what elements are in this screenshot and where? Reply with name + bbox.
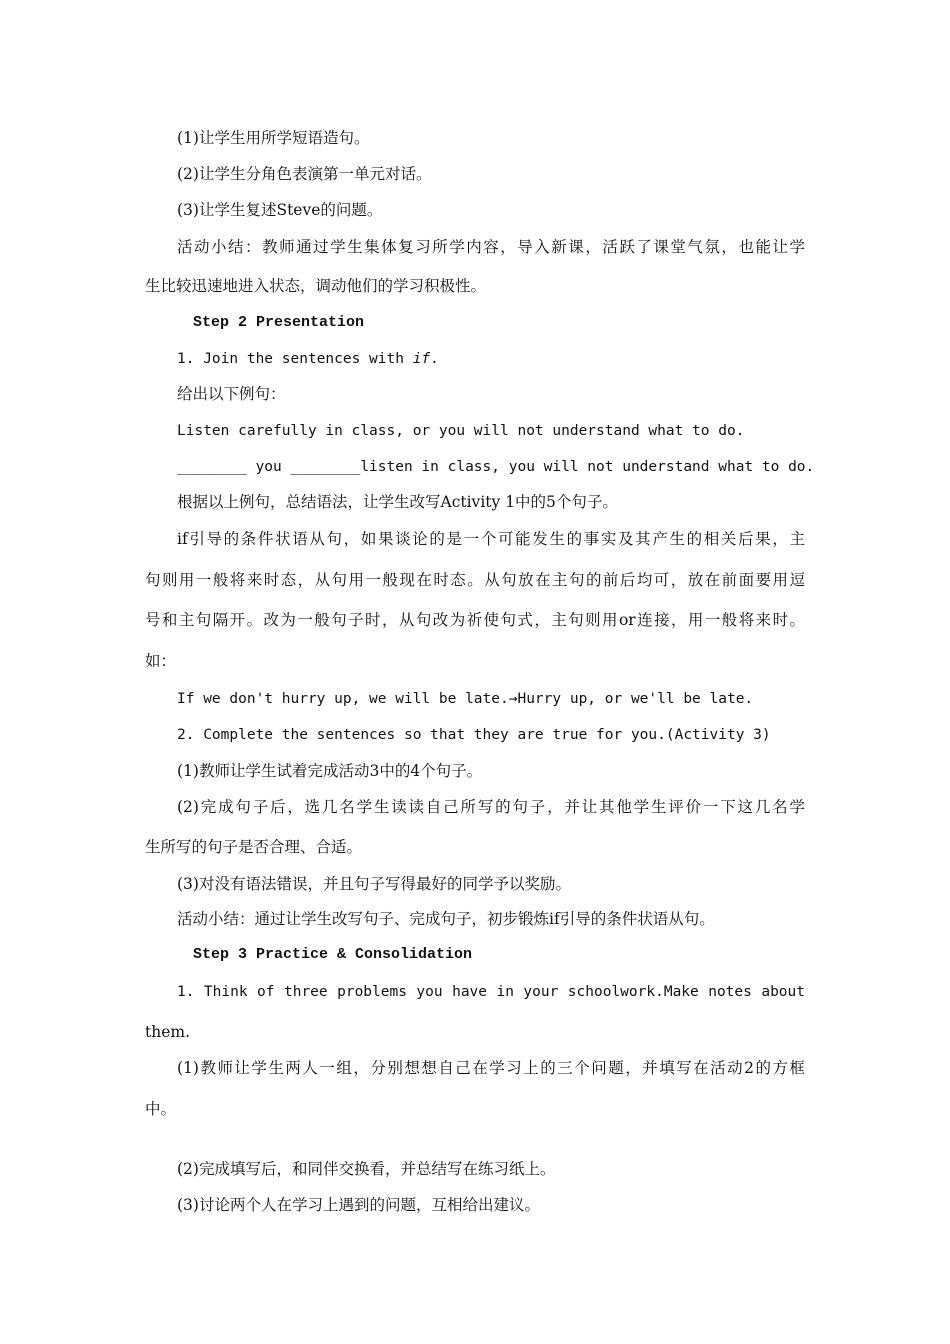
step3-task-1-line-2: them. <box>145 1023 191 1041</box>
step3-heading: Step 3 Practice & Consolidation <box>193 946 473 963</box>
fill-in-sentence: ________ you ________listen in class, you will not understand what to do. <box>177 459 815 475</box>
step1-item-1: (1)让学生用所学短语造句。 <box>177 129 370 147</box>
step2-heading: Step 2 Presentation <box>193 314 365 331</box>
step2-item-1: (1)教师让学生试着完成活动3中的4个句子。 <box>177 762 483 780</box>
grammar-instruction: 根据以上例句，总结语法，让学生改写Activity 1中的5个句子。 <box>177 493 618 511</box>
conversion-example: If we don't hurry up, we will be late.→Hurry up, or we'll be late. <box>177 691 754 707</box>
step3-item-1-line-2: 中。 <box>145 1100 177 1118</box>
grammar-note-line-2: 句则用一般将来时态，从句用一般现在时态。从句放在主句的前后均可，放在前面要用逗 <box>145 571 805 589</box>
step3-task-1-line-1: 1. Think of three problems you have in your schoolwork.Make notes about <box>177 984 805 1000</box>
step2-item-2-line-2: 生所写的句子是否合理、合适。 <box>145 838 363 856</box>
step3-item-3: (3)讨论两个人在学习上遇到的问题，互相给出建议。 <box>177 1196 540 1214</box>
step1-item-3: (3)让学生复述Steve的问题。 <box>177 201 383 219</box>
grammar-note-line-1: if引导的条件状语从句，如果谈论的是一个可能发生的事实及其产生的相关后果，主 <box>177 530 805 548</box>
activity-summary-1-line-1: 活动小结：教师通过学生集体复习所学内容，导入新课，活跃了课堂气氛，也能让学 <box>177 238 805 256</box>
step3-item-2: (2)完成填写后，和同伴交换看，并总结写在练习纸上。 <box>177 1160 556 1178</box>
step3-item-1-line-1: (1)教师让学生两人一组，分别想想自己在学习上的三个问题，并填写在活动2的方框 <box>177 1059 805 1077</box>
step2-item-2-line-1: (2)完成句子后，选几名学生读读自己所写的句子，并让其他学生评价一下这几名学 <box>177 798 805 816</box>
example-intro: 给出以下例句： <box>177 385 286 403</box>
grammar-note-line-3: 号和主句隔开。改为一般句子时，从句改为祈使句式，主句则用or连接，用一般将来时。 <box>145 611 805 629</box>
activity-summary-1-line-2: 生比较迅速地进入状态，调动他们的学习积极性。 <box>145 277 487 295</box>
step1-item-2: (2)让学生分角色表演第一单元对话。 <box>177 165 432 183</box>
step2-task-2: 2. Complete the sentences so that they are true for you.(Activity 3) <box>177 727 771 743</box>
example-sentence: Listen carefully in class, or you will not understand what to do. <box>177 423 745 439</box>
step2-task-1: 1. Join the sentences with if. <box>177 351 439 367</box>
if-keyword: if <box>412 351 431 367</box>
grammar-note-line-4: 如： <box>145 652 177 670</box>
step2-item-3: (3)对没有语法错误，并且句子写得最好的同学予以奖励。 <box>177 875 571 893</box>
activity-summary-2: 活动小结：通过让学生改写句子、完成句子，初步锻炼if引导的条件状语从句。 <box>177 910 715 928</box>
